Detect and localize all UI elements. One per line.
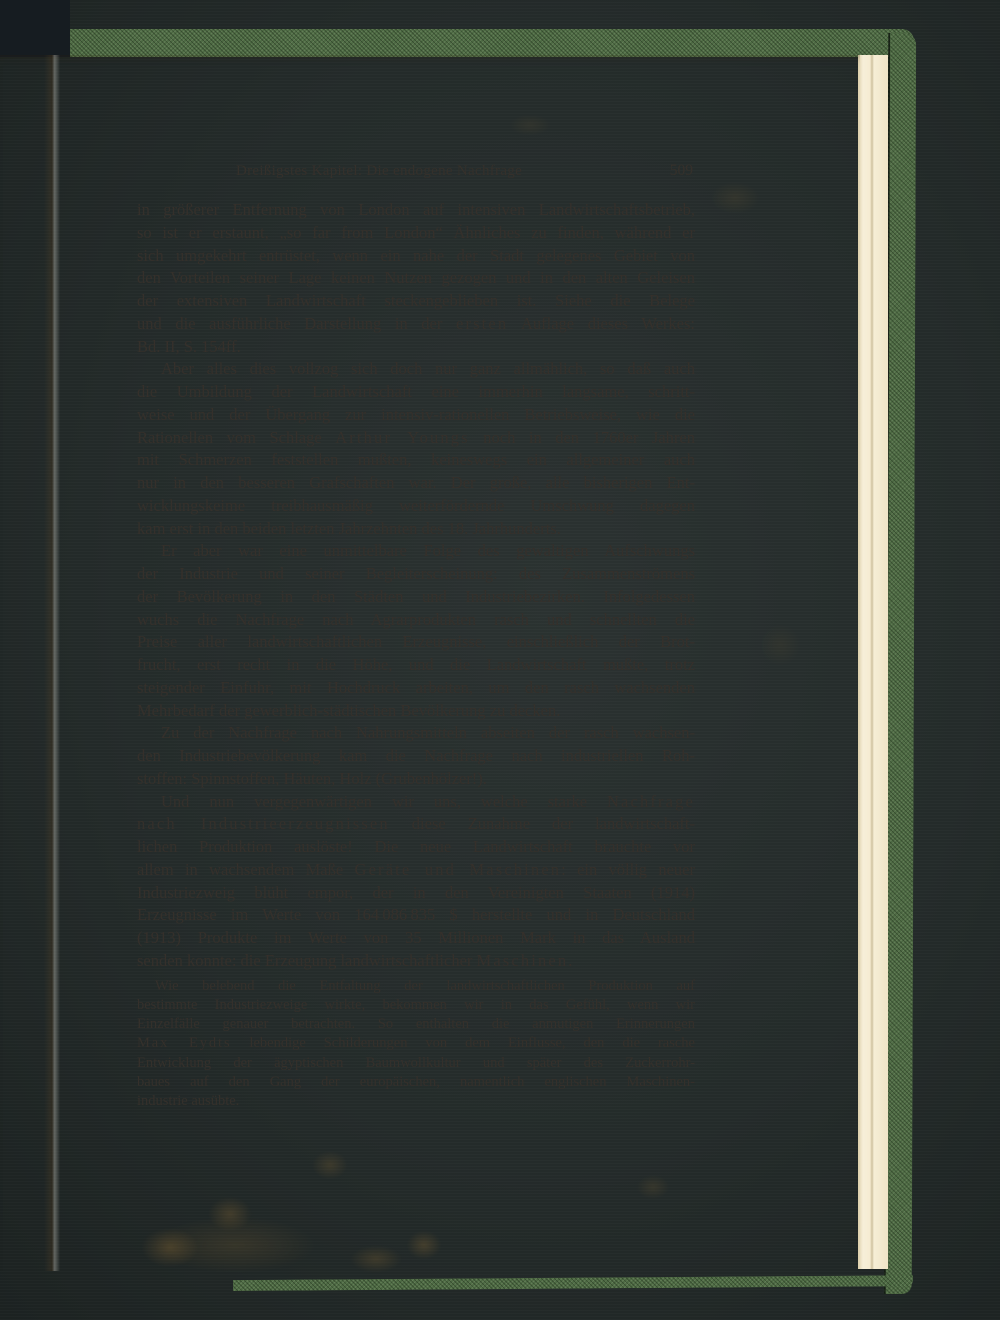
text-segment: : ein völlig neuer (561, 859, 695, 879)
text-line (137, 791, 695, 814)
page-stack-edge (858, 55, 888, 1269)
text-segment: (1913) Produkte im Werte von 35 Millionen Mark in das Ausland (137, 928, 695, 947)
text-line (137, 631, 695, 654)
text-segment: und die ausführliche Darstellung in der (137, 313, 456, 333)
text-line (137, 1054, 695, 1073)
letterspaced-emphasis: Max Eydts (137, 1035, 232, 1052)
text-line (137, 290, 695, 313)
text-line (137, 950, 695, 973)
paragraph (137, 791, 695, 973)
text-line (137, 540, 695, 563)
text-segment: lichen Produktion auslöste! Die neue Landwirtschaft brauchte vor (137, 837, 695, 856)
text-segment: senden konnte: die Erzeugung landwirtschaftlicher (137, 950, 477, 970)
text-segment: der extensiven Landwirtschaft steckengeblieben ist. Siehe die Belege (137, 291, 695, 310)
text-line (137, 586, 695, 609)
paper-stain (750, 615, 810, 675)
text-line (137, 977, 695, 996)
text-line (137, 495, 695, 518)
text-line (137, 1073, 695, 1092)
letterspaced-emphasis: ersten (456, 313, 509, 333)
text-segment: so ist er erstaunt, „so far from London“ Ähnliches zu finden, während er (137, 222, 695, 242)
text-line (137, 996, 695, 1015)
text-line (137, 745, 695, 768)
text-segment: Rationellen vom Schlage (137, 427, 336, 447)
text-line (137, 1034, 695, 1053)
paragraph (137, 358, 695, 540)
text-line (137, 859, 695, 882)
text-segment: lebendige Schilderungen von dem Einflusse, den die rasche (231, 1035, 695, 1052)
text-segment: nur in den besseren Grafschaften war. Der große, alle bisherigen Ent- (137, 473, 695, 492)
paper-stain (500, 110, 560, 140)
text-segment: Industriezweig blüht empor, der in den Vereinigten Staaten (1914) (137, 882, 695, 902)
book-page (0, 55, 860, 1271)
text-segment: bestimmte Industriezweige wirkte, bekommen wir in das Gefühl, wenn wir (137, 996, 695, 1013)
text-segment: allem in wachsendem Maße (137, 859, 355, 879)
letterspaced-emphasis: Geräte und Maschinen (354, 859, 562, 879)
paragraph (137, 977, 695, 1112)
text-line (137, 609, 695, 632)
text-segment: sich umgekehrt entrüstet, wenn ein nahe der Stadt gelegenes Gebiet von (137, 245, 695, 265)
text-segment: noch in den 1760er Jahren (469, 427, 695, 447)
text-segment: Einzelfälle genauer betrachten. So enthalten die anmutigen Erinnerungen (137, 1016, 695, 1033)
text-line (137, 449, 695, 472)
text-segment: Zu der Nachfrage nach Nahrungsmitteln abseiten der rasch wachsen- (161, 723, 695, 743)
text-line (137, 904, 695, 927)
book-cover-corner-shadow (0, 0, 70, 57)
text-line (137, 882, 695, 905)
page-content (137, 161, 695, 1112)
text-line (137, 563, 695, 586)
paper-stain (400, 1225, 448, 1265)
text-line (137, 427, 695, 450)
letterspaced-emphasis: Maschinen (476, 950, 569, 970)
text-segment: mit Schmerzen feststellen mußten, keineswegs ein allgemeiner auch (137, 450, 695, 470)
paragraph (137, 722, 695, 790)
text-segment: kam erst in den beiden letzten Jahrzehnten des 18. Jahrhunderts. (137, 518, 561, 538)
text-segment: Bd. II, S. 154ff. (137, 336, 241, 356)
paper-stain (200, 1190, 260, 1238)
text-line (137, 518, 695, 541)
text-segment: wuchs die Nachfrage nach Agrarprodukten rasch und schnellten die (137, 609, 695, 629)
paper-stain (130, 1220, 210, 1275)
text-line (137, 472, 695, 495)
text-segment: den Vorteilen seiner Lage keinen Nutzen gezogen und in den alten Geleisen (137, 268, 695, 288)
paragraph (137, 540, 695, 722)
text-segment: in größerer Entfernung von London auf intensiven Landwirtschaftsbetrieb, (137, 200, 695, 219)
text-line (137, 358, 695, 381)
text-line (137, 1015, 695, 1034)
letterspaced-emphasis: Nachfrage (606, 791, 695, 811)
letterspaced-emphasis: Arthur Youngs (335, 427, 470, 447)
text-body (137, 199, 695, 1112)
text-segment: wicklungskeime treibhausmäßig weiterfördernde Umschwung dagegen (137, 495, 695, 515)
text-line (137, 927, 695, 950)
paper-stain (305, 1145, 355, 1185)
text-line (137, 1092, 695, 1111)
text-line (137, 336, 695, 359)
text-segment: industrie ausübte. (137, 1093, 240, 1110)
page-gutter-crease (44, 55, 60, 1271)
page-number: 509 (669, 162, 693, 179)
text-segment: Preise aller landwirtschaftlichen Erzeugnisse, einschließlich der Brot- (137, 632, 695, 652)
text-segment: Erzeugnisse im Werte von 164 086 835 $ herstellte und in Deutschland (137, 905, 695, 925)
text-line (137, 677, 695, 700)
text-segment: Auflage dieses Werkes: (508, 313, 696, 333)
book-cover-cloth-right (884, 33, 916, 1294)
text-segment: Entwicklung der ägyptischen Baumwollkultur und später des Zuckerrohr- (137, 1054, 695, 1071)
text-line (137, 700, 695, 723)
text-segment: weise und der Übergang zur intensiv-rationellen Betriebsweise, wie die (137, 404, 695, 424)
chapter-heading: Dreißigstes Kapitel: Die endogene Nachfrage (235, 163, 523, 179)
text-line (137, 813, 695, 836)
letterspaced-emphasis: nach Industrieerzeugnissen (137, 814, 390, 834)
text-line (137, 836, 695, 859)
text-segment: Er aber war eine unmittelbare Folge des gewaltigen Aufschwungs (161, 541, 695, 561)
book-cover-cloth-top (58, 29, 914, 57)
text-line (137, 222, 695, 245)
text-line (137, 722, 695, 745)
text-line (137, 768, 695, 791)
text-line (137, 245, 695, 268)
text-segment: Mehrbedarf der gewerblich-städtischen Bevölkerung zu decken. (137, 700, 561, 720)
paper-stain (700, 175, 770, 221)
text-segment: steigender Einfuhr, mit Hochdruck arbeiten, um den rasch wachsenden (137, 677, 695, 697)
text-segment: frucht, erst recht in die Höhe, und die Landwirtschaft mußte, trotz (137, 655, 695, 674)
text-segment: den Industriebevölkerung kam die Nachfrage nach industriellen Roh- (137, 746, 695, 765)
text-segment: stoffen: Spinnstoffen, Häuten, Holz (Grubenhölzer!). (137, 768, 487, 788)
text-segment: diese Zunahme der landwirtschaft- (389, 814, 695, 834)
page-header (137, 161, 695, 181)
text-segment: der Industrie und seiner Begleiterscheinung: des Zusammenströmens (137, 564, 695, 583)
text-segment: baues auf den Gang der europäischen, namentlich englischen Maschinen- (137, 1073, 695, 1090)
text-segment: Und nun vergegenwärtigen wir uns, welche starke (161, 791, 607, 811)
text-segment: . (568, 950, 573, 970)
book-cover-cloth-bottom (233, 1275, 913, 1291)
text-line (137, 267, 695, 290)
text-line (137, 381, 695, 404)
text-line (137, 313, 695, 336)
paragraph (137, 199, 695, 358)
text-line (137, 654, 695, 677)
text-segment: Aber alles dies vollzog sich doch nur ganz allmählich, so daß auch (161, 359, 695, 379)
paper-stain (630, 1170, 676, 1204)
text-segment: die Umbildung der Landwirtschaft eine immerhin langsame, schritt- (137, 382, 695, 401)
text-line (137, 404, 695, 427)
text-segment: Wie belebend die Entfaltung der landwirtschaftlichen Produktion auf (155, 977, 695, 994)
text-segment: der Bevölkerung in den Städten und Industriebezirken. Infolgedessen (137, 586, 695, 606)
text-line (137, 199, 695, 222)
